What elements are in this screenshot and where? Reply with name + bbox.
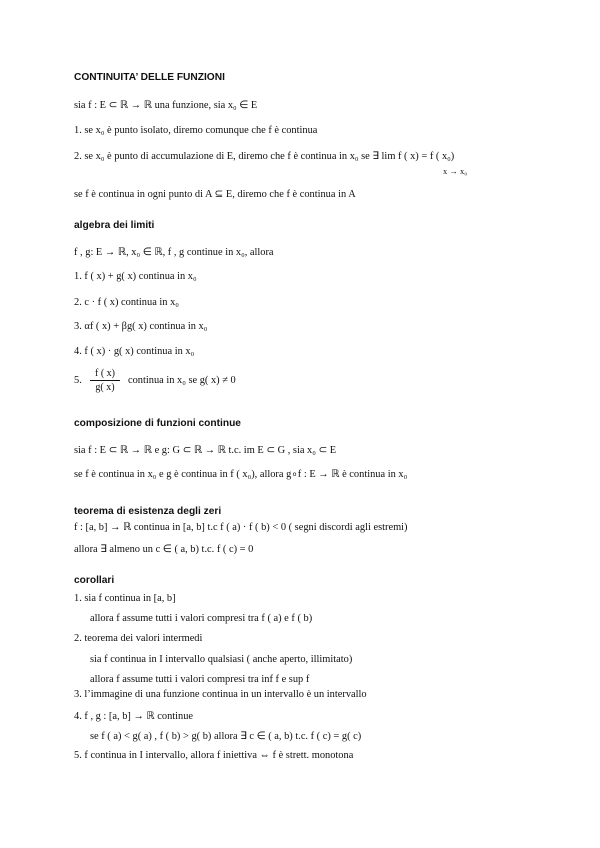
algebra-item-2: 2. c · f ( x) continua in x₀: [74, 297, 179, 308]
algebra-item-4: 4. f ( x) · g( x) continua in x₀: [74, 346, 195, 357]
corollario-line-4: sia f continua in I intervallo qualsiasi ( anche aperto, illimitato): [90, 654, 353, 665]
intro-definition: sia f : E ⊂ ℝ → ℝ una funzione, sia x₀ ∈ E: [74, 100, 258, 111]
corollario-line-3: 2. teorema dei valori intermedi: [74, 633, 203, 644]
corollario-line-1: 1. sia f continua in [a, b]: [74, 593, 176, 604]
zeros-line-1: f : [a, b] → ℝ continua in [a, b] t.c f ( a) · f ( b) < 0 ( segni discordi agli estremi): [74, 522, 408, 533]
corollario-line-2: allora f assume tutti i valori compresi tra f ( a) e f ( b): [90, 613, 313, 624]
corollario-line-7: 4. f , g : [a, b] → ℝ continue: [74, 711, 194, 722]
fraction-denominator: g( x): [95, 382, 115, 393]
corollari-heading: corollari: [74, 575, 115, 586]
zeros-heading: teorema di esistenza degli zeri: [74, 506, 222, 517]
intro-closing: se f è continua in ogni punto di A ⊆ E, diremo che f è continua in A: [74, 189, 356, 200]
algebra-item-5-label: 5.: [74, 375, 82, 386]
corollario-line-8: se f ( a) < g( a) , f ( b) > g( b) allora ∃ c ∈ ( a, b) t.c. f ( c) = g( c): [90, 731, 362, 742]
algebra-premise: f , g: E → ℝ, x₀ ∈ ℝ, f , g continue in x₀, allora: [74, 247, 274, 258]
composition-heading: composizione di funzioni continue: [74, 418, 241, 429]
fraction-numerator: f ( x): [95, 368, 115, 379]
corollario-line-9: 5. f continua in I intervallo, allora f iniettiva ⇔ f è strett. monotona: [74, 750, 354, 761]
composition-line-2: se f è continua in x₀ e g è continua in f ( x₀), allora g∘f : E → ℝ è continua in x₀: [74, 469, 408, 480]
intro-item-2: 2. se x₀ è punto di accumulazione di E, diremo che f è continua in x₀ se ∃ lim f ( x) = f ( x₀): [74, 151, 455, 162]
limit-subscript: x → x₀: [443, 166, 468, 176]
page-title: CONTINUITA’ DELLE FUNZIONI: [74, 72, 225, 83]
algebra-item-1: 1. f ( x) + g( x) continua in x₀: [74, 271, 197, 282]
composition-line-1: sia f : E ⊂ ℝ → ℝ e g: G ⊂ ℝ → ℝ t.c. im E ⊂ G , sia x₀ ⊂ E: [74, 445, 337, 456]
corollario-line-5: allora f assume tutti i valori compresi tra inf f e sup f: [90, 674, 310, 685]
algebra-item-3: 3. αf ( x) + βg( x) continua in x₀: [74, 321, 208, 332]
corollario-line-6: 3. l’immagine di una funzione continua in un intervallo è un intervallo: [74, 689, 367, 700]
quotient-fraction: [88, 367, 122, 394]
zeros-line-2: allora ∃ almeno un c ∈ ( a, b) t.c. f ( c) = 0: [74, 544, 254, 555]
algebra-heading: algebra dei limiti: [74, 220, 155, 231]
intro-item-1: 1. se x₀ è punto isolato, diremo comunque che f è continua: [74, 125, 318, 136]
algebra-item-5-text: continua in x₀ se g( x) ≠ 0: [128, 375, 236, 386]
